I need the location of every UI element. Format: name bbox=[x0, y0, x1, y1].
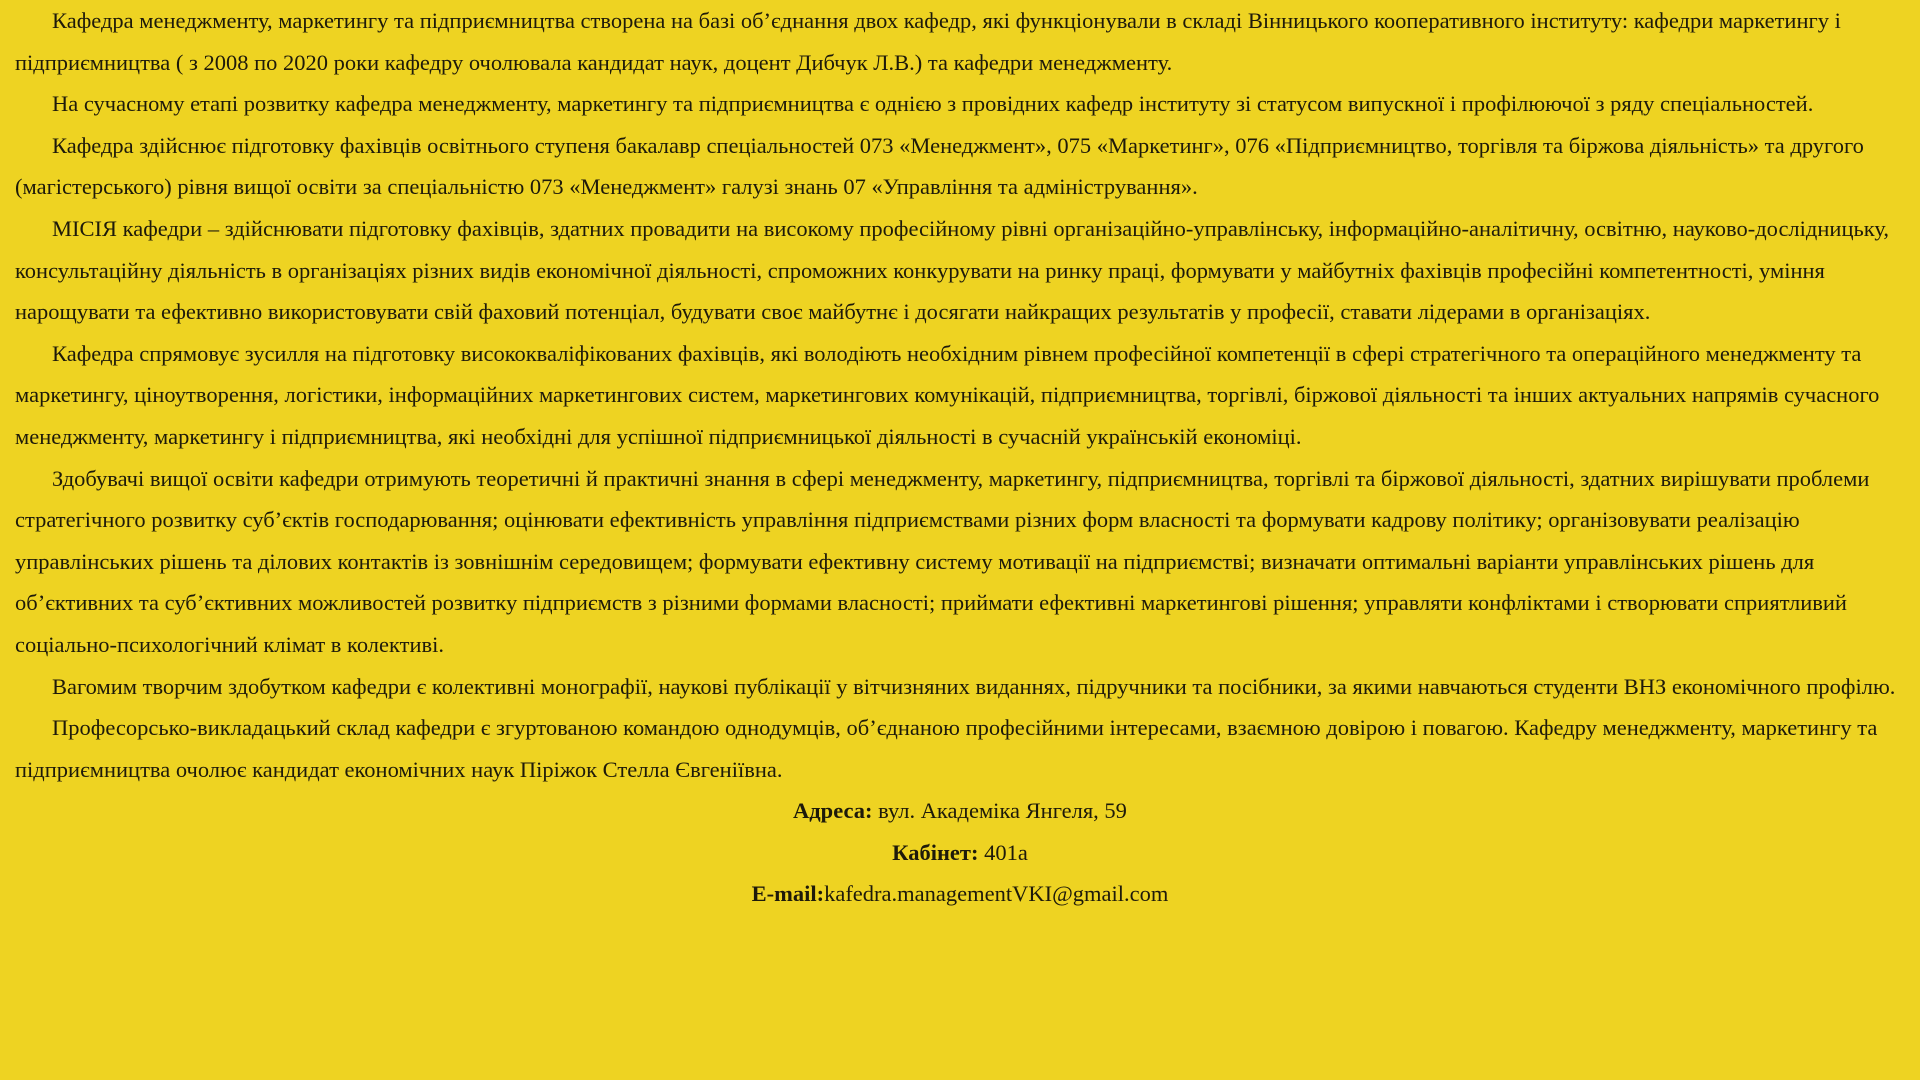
contact-office bbox=[15, 832, 1905, 874]
office-label: Кабінет: bbox=[892, 839, 979, 865]
office-value: 401а bbox=[978, 839, 1028, 865]
paragraph-specialties: Кафедра здійснює підготовку фахівців освітнього ступеня бакалавр спеціальностей 073 «Менеджмент», 075 «Маркетинг», 076 «Підприємництво, торгівля та біржова діяльність» та другого (магістерського) рівня вищої освіти за спеціальністю 073 «Менеджмент» галузі знань 07 «Управління та адміністрування». bbox=[15, 132, 1864, 200]
paragraph-student-skills: Здобувачі вищої освіти кафедри отримують теоретичні й практичні знання в сфері менеджменту, маркетингу, підприємництва, торгівлі та біржової діяльності, здатних вирішувати проблеми стратегічного розвитку суб’єктів господарювання; оцінювати ефективність управління підприємствами різних форм власності та формувати кадрову політику; організовувати реалізацію управлінських рішень та ділових контактів із зовнішнім середовищем; формувати ефективну систему мотивації на підприємстві; визначати оптимальні варіанти управлінських рішень для об’єктивних та суб’єктивних можливостей розвитку підприємств з різними формами власності; приймати ефективні маркетингові рішення; управляти конфліктами і створювати сприятливий соціально-психологічний клімат в колективі. bbox=[15, 465, 1870, 657]
paragraph-current-status: На сучасному етапі розвитку кафедра менеджменту, маркетингу та підприємництва є однією з провідних кафедр інституту зі статусом випускної і профілюючої з ряду спеціальностей. bbox=[52, 91, 1814, 117]
department-description bbox=[15, 0, 1905, 915]
contact-email bbox=[15, 873, 1905, 915]
paragraph-history: Кафедра менеджменту, маркетингу та підприємництва створена на базі об’єднання двох кафедр, які функціонували в складі Вінницького кооперативного інституту: кафедри маркетингу і підприємництва ( з 2008 по 2020 роки кафедру очолювала кандидат наук, доцент Дибчук Л.В.) та кафедри менеджменту. bbox=[15, 8, 1841, 75]
email-value[interactable]: kafedra.managementVKI@gmail.com bbox=[824, 881, 1169, 907]
paragraph-mission: МІСІЯ кафедри – здійснювати підготовку фахівців, здатних провадити на високому професійному рівні організаційно-управлінську, інформаційно-аналітичну, освітню, науково-дослідницьку, консультаційну діяльність в організаціях різних видів економічної діяльності, спроможних конкурувати на ринку праці, формувати у майбутніх фахівців професійні компетентності, уміння нарощувати та ефективно використовувати свій фаховий потенціал, будувати своє майбутнє і досягати найкращих результатів у професії, ставати лідерами в організаціях. bbox=[15, 215, 1889, 325]
paragraph-efforts: Кафедра спрямовує зусилля на підготовку висококваліфікованих фахівців, які володіють необхідним рівнем професійної компетенції в сфері стратегічного та операційного менеджменту та маркетингу, ціноутворення, логістики, інформаційних маркетингових систем, маркетингових комунікацій, підприємництва, торгівлі, біржової діяльності та інших актуальних напрямів сучасного менеджменту, маркетингу і підприємництва, які необхідні для успішної підприємницької діяльності в сучасній українській економіці. bbox=[15, 340, 1880, 449]
address-label: Адреса: bbox=[793, 798, 873, 824]
email-label: E-mail: bbox=[751, 881, 825, 907]
contact-address bbox=[15, 790, 1905, 832]
address-value: вул. Академіка Янгеля, 59 bbox=[872, 798, 1127, 824]
paragraph-achievements: Вагомим творчим здобутком кафедри є колективні монографії, наукові публікації у вітчизняних виданнях, підручники та посібники, за якими навчаються студенти ВНЗ економічного профілю. bbox=[52, 673, 1896, 699]
paragraph-staff: Професорсько-викладацький склад кафедри є згуртованою командою однодумців, об’єднаною професійними інтересами, взаємною довірою і повагою. Кафедру менеджменту, маркетингу та підприємництва очолює кандидат економічних наук Піріжок Стелла Євгеніївна. bbox=[15, 715, 1878, 782]
